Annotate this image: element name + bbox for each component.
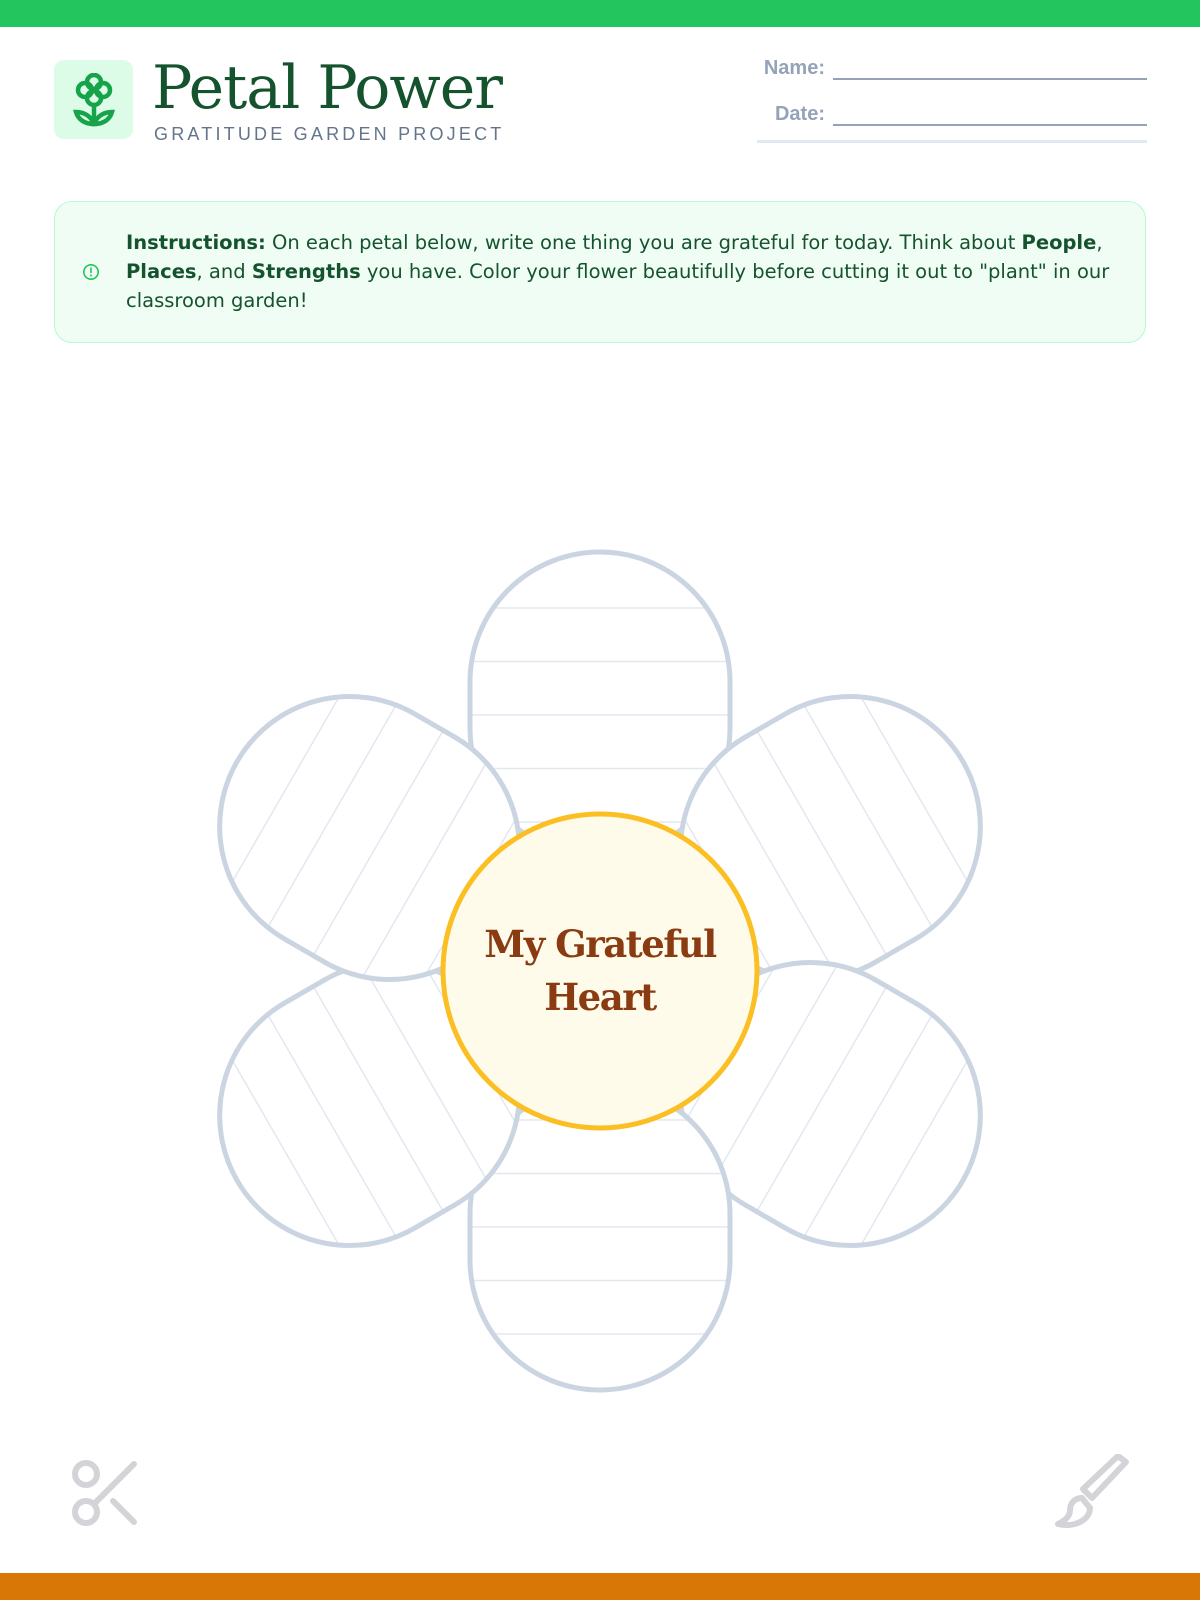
instructions-part-2: you have. Color your flower beautifully before cutting it out to "plant" in our classroom garden! bbox=[126, 260, 1110, 312]
instructions-sep-1: , bbox=[1096, 231, 1103, 254]
scissors-icon bbox=[68, 1456, 142, 1530]
instructions-lead: Instructions: bbox=[126, 231, 266, 254]
paintbrush-icon bbox=[1052, 1454, 1132, 1534]
flower-center-label bbox=[455, 918, 745, 1024]
keyword-places: Places bbox=[126, 260, 197, 283]
bottom-accent-bar bbox=[0, 1573, 1200, 1600]
keyword-people: People bbox=[1021, 231, 1097, 254]
instructions-part-1: On each petal below, write one thing you are grateful for today. Think about bbox=[265, 231, 1022, 254]
worksheet-subtitle: GRATITUDE GARDEN PROJECT bbox=[154, 124, 505, 144]
instructions-sep-2: , and bbox=[196, 260, 252, 283]
name-label: Name: bbox=[763, 57, 825, 79]
keyword-strengths: Strengths bbox=[251, 260, 361, 283]
center-label-line-2: Heart bbox=[544, 975, 656, 1019]
center-label-line-1: My Grateful bbox=[484, 922, 716, 966]
worksheet-title: Petal Power bbox=[152, 53, 502, 123]
date-label: Date: bbox=[774, 103, 825, 125]
